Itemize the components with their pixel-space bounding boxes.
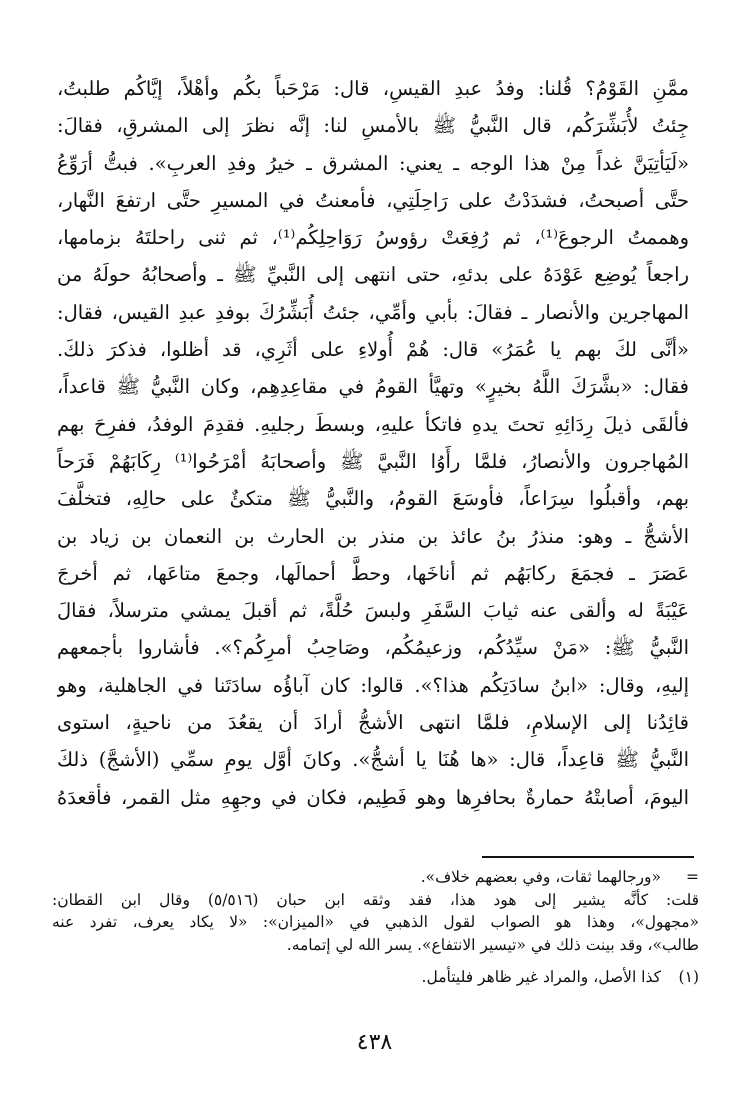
footnote-line: كذا الأصل، والمراد غير ظاهر فليتأمل.	[421, 968, 661, 986]
continuation-marker: =	[686, 868, 699, 886]
main-text-body	[57, 70, 689, 816]
text-line: حتَّى أصبحتُ، فشدَدْتُ على رَاحِلَتِي، فأمعنتُ في المسيرِ حتَّى ارتفعَ النَّهار،	[57, 188, 689, 212]
text-line: عَصَرَ ـ فجمَعَ ركابَهُم ثم أناخَها، وحطَّ أحمالَها، وجمعَ متاعَها، ثم أخرجَ	[57, 561, 689, 585]
text-line: المهاجرين والأنصار ـ فقالَ: بأبي وأمِّي، جئتُ أُبَشِّرُكَ بوفدِ عبدِ القيس، فقال:	[57, 300, 689, 324]
footnote-continuation	[52, 866, 699, 889]
text-line: اليومَ، أصابتْهُ حمارةٌ بحافرِها وهو فَطِيم، فكان في وجهِهِ مثل القمر، فأقعدَهُ	[57, 785, 689, 809]
footnote-line: طالب»، وقد بينت ذلك في «تيسير الانتفاع». يسر الله لي إتمامه.	[286, 935, 699, 954]
text-line: جِئتُ لأُبَشِّرَكُم، قال النَّبيُّ ﷺ بالأمسِ لنا: إنَّه نظرَ إلى المشرقِ، فقالَ:	[57, 114, 689, 138]
text-line: النَّبيُّ ﷺ قاعِداً، قال: «ها هُنَا يا أشجُّ». وكانَ أوَّل يومِ سمِّي (الأشجَّ) ذلكَ	[57, 748, 689, 772]
footnote-1	[52, 966, 699, 989]
text-line: النَّبيُّ ﷺ: «مَنْ سيِّدُكُم، وزعيمُكُم، وصَاحِبُ أمرِكُم؟». فأشاروا بأجمعهم	[57, 636, 689, 660]
text-line: بهم، وأقبلُوا سِرَاعاً، فأوسَعَ القومُ، والنَّبيُّ ﷺ متكئٌ على حالِهِ، فتخلَّفَ	[57, 487, 689, 511]
text-line: فقال: «بشَّرَكَ اللَّهُ بخيرٍ» وتهيَّأ القومُ في مقاعِدِهِم، وكان النَّبيُّ ﷺ قاعداً،	[57, 375, 689, 399]
footnote-comment	[52, 889, 699, 957]
page-number: ٤٣٨	[356, 1030, 393, 1055]
footnotes	[52, 866, 699, 989]
text-line: فألقَى ذيلَ رِدَائِهِ تحتَ يدهِ فاتكأ عليهِ، وبسطَ رجليهِ. فقدِمَ الوفدُ، ففرِحَ بهم	[57, 412, 689, 436]
text-line: إليهِ، وقال: «ابنُ سادَتِكُم هذا؟». قالوا: كان آباؤُه سادَتَنا في الجاهلية، وهو	[57, 673, 689, 697]
text-line: المُهاجرون والأنصارُ، فلمَّا رأَوُا النَّبيَّ ﷺ وأصحابَهُ أمْرَحُوا⁽¹⁾ رِكَابَهُمْ فَرَحاً	[57, 449, 689, 473]
text-line: ممَّنِ القَوْمُ؟ قُلنا: وفدُ عبدِ القيسِ، قال: مَرْحَباً بكُم وأهْلاً، إيَّاكُم طلبتُ،	[57, 77, 689, 100]
text-line: راجعاً يُوضِع عَوْدَهُ على بدئهِ، حتى انتهى إلى النَّبيِّ ﷺ ـ وأصحابُهُ حولَهُ من	[57, 263, 689, 287]
footnote-line: «مجهول»، وهذا هو الصواب لقول الذهبي في «الميزان»: «لا يكاد يعرف، تفرد عنه	[52, 913, 699, 931]
text-line: قائِدُنا إلى الإسلامِ، فلمَّا انتهى الأشجُّ أرادَ أن يقعُدَ من ناحيةٍ، استوى	[57, 711, 689, 735]
text-line: وهممتُ الرجوعَ⁽¹⁾، ثم رُفِعَتْ رؤوسُ رَوَاحِلِكُم⁽¹⁾، ثم ثنى راحلتَهُ بزمامها،	[57, 226, 689, 250]
footnote-separator	[482, 856, 694, 858]
text-line: «لَيَأتِيَنَّ غداً مِنْ هذا الوجه ـ يعني: المشرق ـ خيرُ وفدِ العربِ». فبتُّ أرَوِّعُ	[57, 151, 689, 175]
footnote-line: «ورجالهما ثقات، وفي بعضهم خلاف».	[420, 868, 661, 886]
text-line: عَيْبَةً له وألقى عنه ثيابَ السَّفَرِ ولبسَ حُلَّةً، ثم أقبلَ يمشي مترسلاً، فقالَ	[57, 599, 689, 623]
text-line: الأشجُّ ـ وهو: منذرُ بنُ عائذ بن منذر بن الحارث بن النعمان بن زياد بن	[57, 524, 689, 548]
text-line: «أنَّى لكَ بهم يا عُمَرُ» قال: هُمْ أُولاءِ على أثَرِي، قد أظلوا، فذكرَ ذلكَ.	[57, 338, 689, 362]
footnote-line: قلت: كأنَّه يشير إلى هود هذا، فقد وثقه ابن حبان (٥/٥١٦) وقال ابن القطان:	[52, 890, 699, 909]
footnote-number: (١)	[678, 968, 699, 986]
